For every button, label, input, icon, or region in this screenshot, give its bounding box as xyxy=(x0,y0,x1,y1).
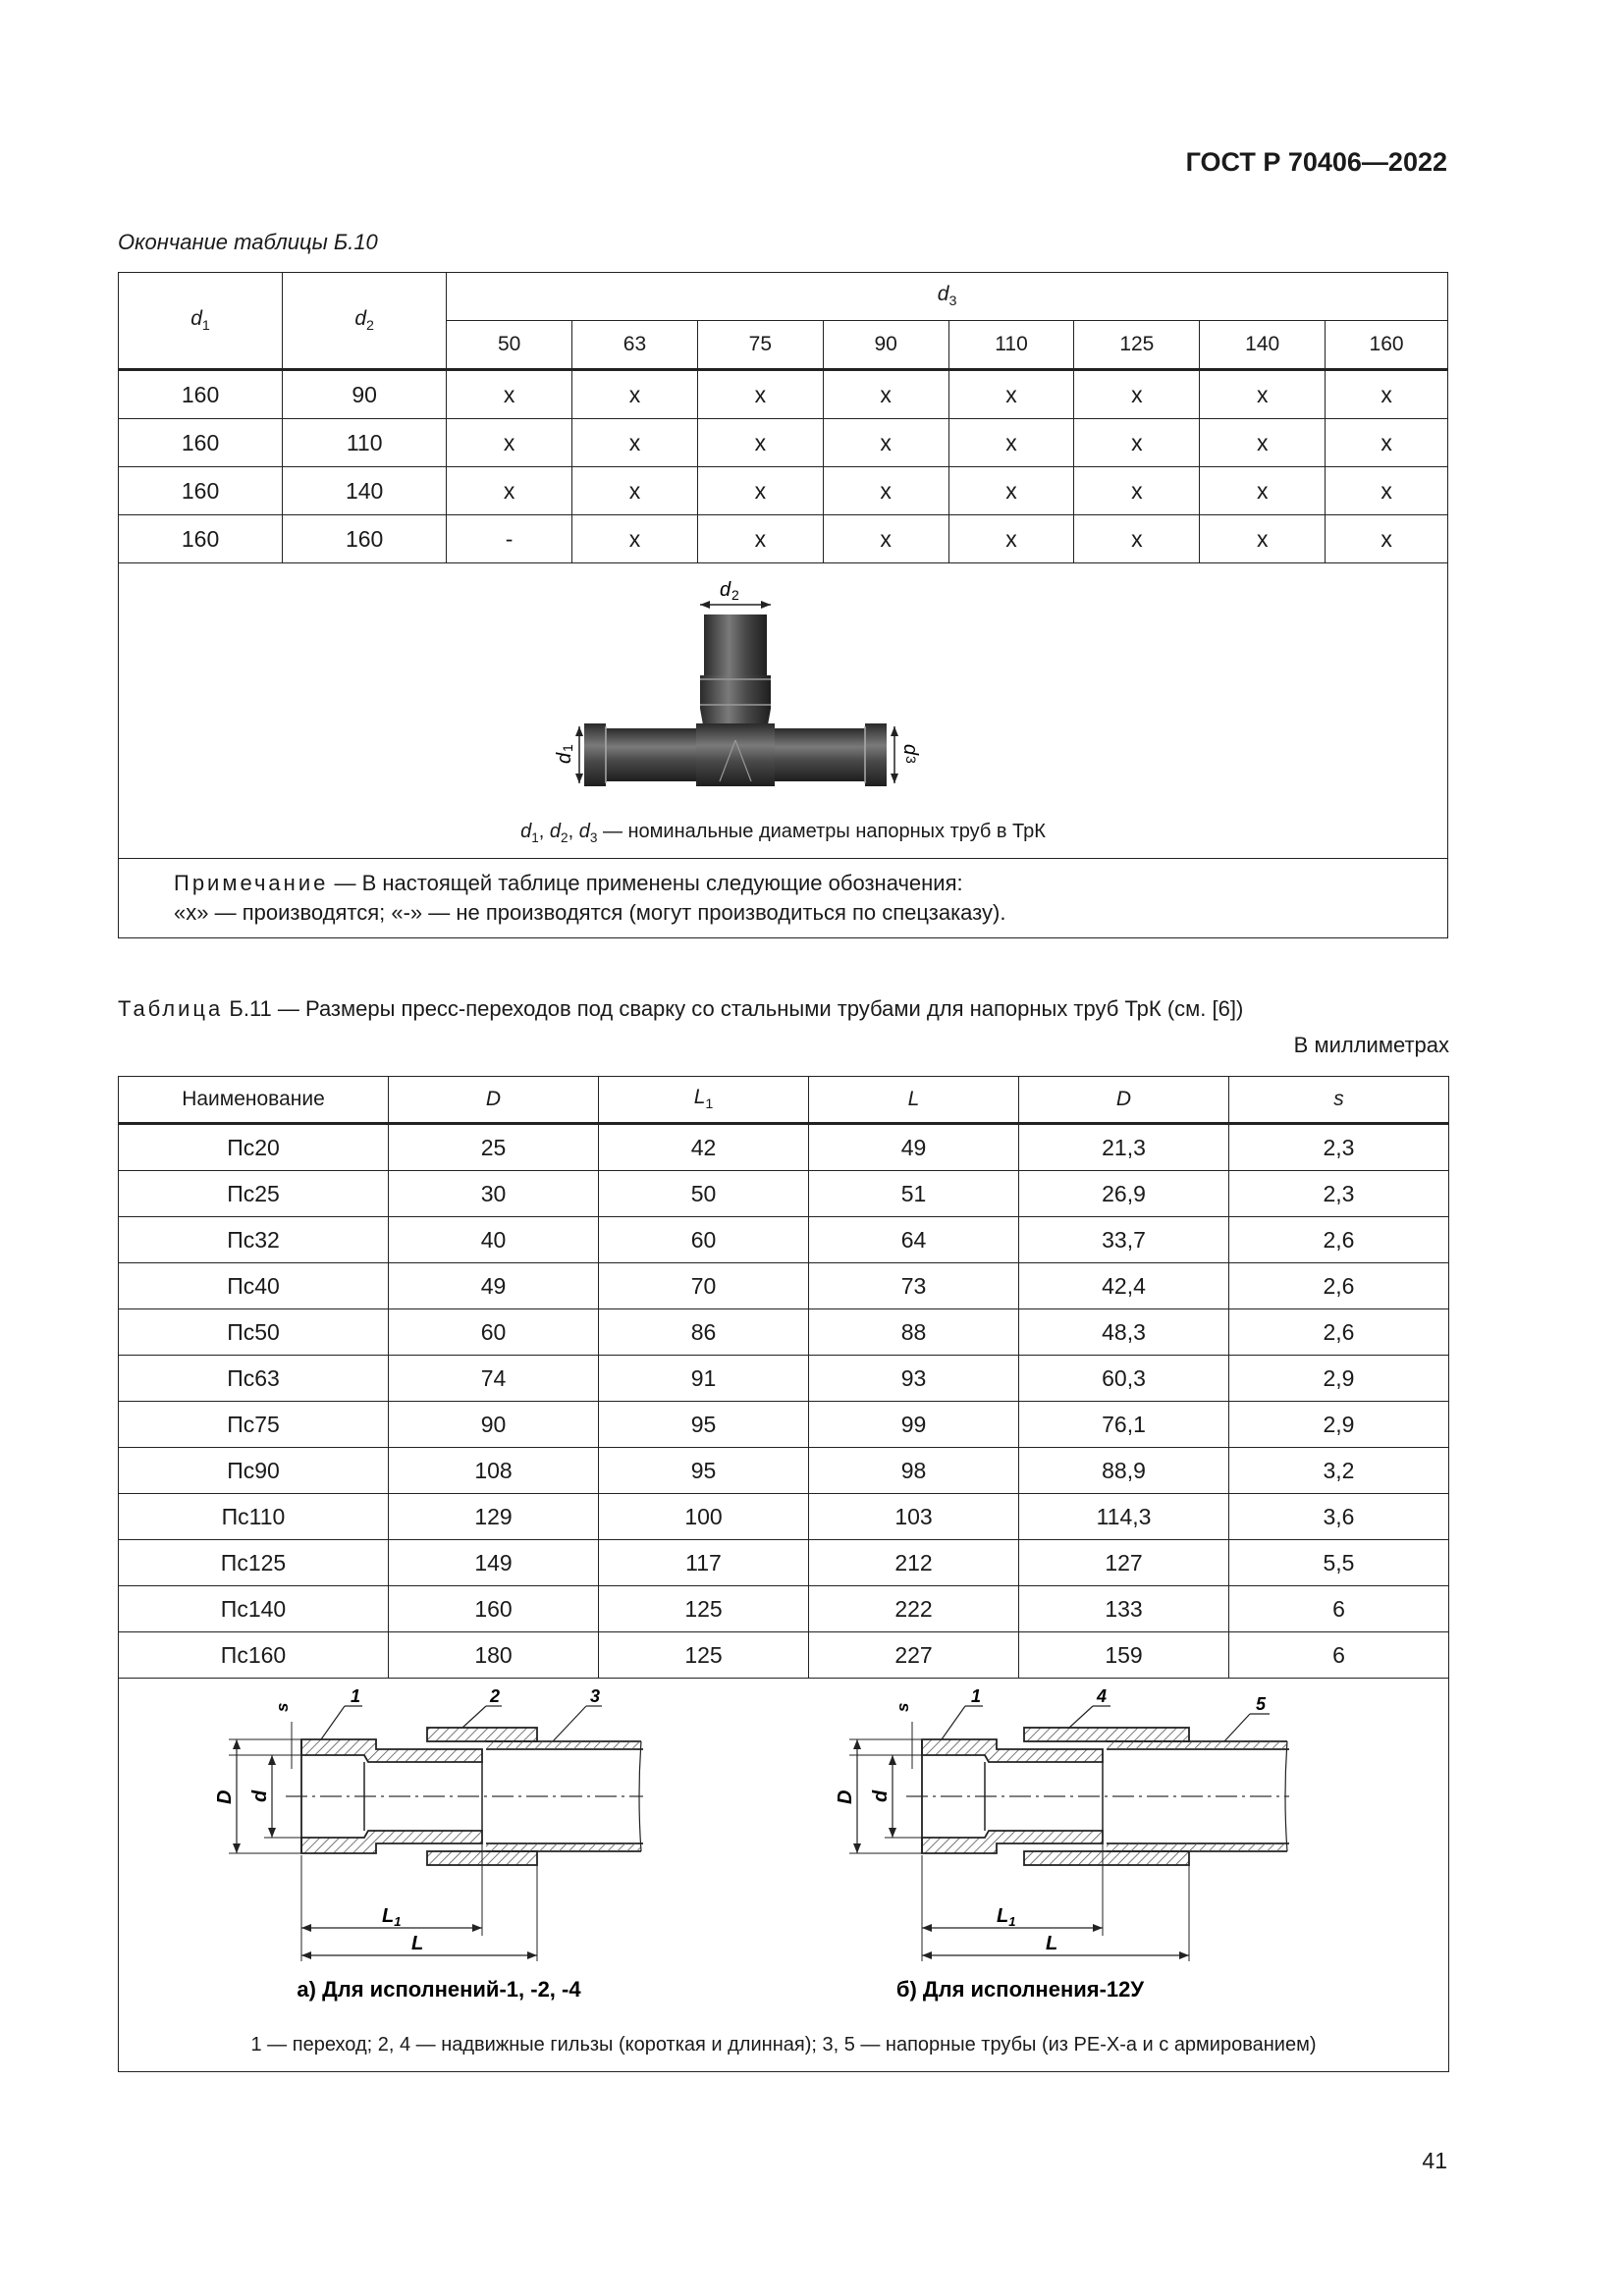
table-row xyxy=(119,1356,1449,1402)
cell-availability: x xyxy=(823,419,948,467)
table-row xyxy=(119,370,1448,419)
cell-availability: x xyxy=(447,467,572,515)
header-d3-value: 90 xyxy=(823,321,948,370)
header-D-outer: D xyxy=(389,1077,599,1124)
d3-label: d xyxy=(899,744,921,756)
table-row xyxy=(119,1309,1449,1356)
table-continuation-caption: Окончание таблицы Б.10 xyxy=(118,230,378,254)
cell-s: 2,3 xyxy=(1229,1171,1449,1217)
table-b11 xyxy=(118,1076,1449,2072)
d2-label: d xyxy=(720,579,731,601)
pos-1-label: 1 xyxy=(351,1686,361,1706)
svg-text:2: 2 xyxy=(731,587,739,603)
cell-availability: x xyxy=(697,515,823,563)
cell-L1: 125 xyxy=(599,1632,809,1679)
cell-D-outer: 74 xyxy=(389,1356,599,1402)
cell-L: 99 xyxy=(809,1402,1019,1448)
cell-d1: 160 xyxy=(119,370,283,419)
cell-availability: x xyxy=(823,515,948,563)
cell-availability: x xyxy=(1074,419,1200,467)
cell-L1: 86 xyxy=(599,1309,809,1356)
cell-name: Пс20 xyxy=(119,1124,389,1171)
table-b10-body xyxy=(119,370,1448,563)
cell-name: Пс125 xyxy=(119,1540,389,1586)
svg-text:3: 3 xyxy=(903,756,919,764)
cell-D-outer: 40 xyxy=(389,1217,599,1263)
tee-fitting-figure xyxy=(119,563,1446,858)
table-row xyxy=(119,1586,1449,1632)
cell-availability: x xyxy=(948,467,1074,515)
table-b11-body xyxy=(119,1124,1449,1679)
table-row xyxy=(119,1402,1449,1448)
cell-availability: x xyxy=(572,515,698,563)
cell-s: 2,3 xyxy=(1229,1124,1449,1171)
cell-availability: x xyxy=(1074,370,1200,419)
table-row xyxy=(119,1171,1449,1217)
table-row xyxy=(119,419,1448,467)
cell-availability: x xyxy=(1326,419,1448,467)
cell-availability: x xyxy=(1200,515,1326,563)
cell-D-steel: 60,3 xyxy=(1019,1356,1229,1402)
cell-name: Пс32 xyxy=(119,1217,389,1263)
d1-label: d xyxy=(554,752,575,764)
cell-availability: x xyxy=(1326,467,1448,515)
cell-availability: x xyxy=(572,467,698,515)
cell-D-outer: 149 xyxy=(389,1540,599,1586)
note-label: Примечание xyxy=(174,871,329,895)
cell-D-steel: 114,3 xyxy=(1019,1494,1229,1540)
cell-availability: x xyxy=(1074,515,1200,563)
cell-availability: x xyxy=(1074,467,1200,515)
cell-D-outer: 160 xyxy=(389,1586,599,1632)
cell-s: 3,2 xyxy=(1229,1448,1449,1494)
d-label: d xyxy=(870,1789,892,1802)
cell-availability: x xyxy=(948,370,1074,419)
cell-L1: 95 xyxy=(599,1448,809,1494)
cell-L: 73 xyxy=(809,1263,1019,1309)
table-b10-note xyxy=(119,859,1448,938)
cell-availability: x xyxy=(447,370,572,419)
press-adapter-figure-cell xyxy=(119,1679,1449,2072)
table-b11-units: В миллиметрах xyxy=(1293,1033,1449,1057)
drawing-a xyxy=(214,1686,643,2002)
cell-D-steel: 133 xyxy=(1019,1586,1229,1632)
table-row xyxy=(119,1217,1449,1263)
cell-D-steel: 88,9 xyxy=(1019,1448,1229,1494)
cell-D-steel: 127 xyxy=(1019,1540,1229,1586)
table-row xyxy=(119,1124,1449,1171)
cell-D-outer: 30 xyxy=(389,1171,599,1217)
cell-L: 227 xyxy=(809,1632,1019,1679)
figure-a-caption: а) Для исполнений-1, -2, -4 xyxy=(297,1977,581,2002)
svg-text:1: 1 xyxy=(560,744,575,752)
cell-D-outer: 25 xyxy=(389,1124,599,1171)
tee-figure-cell xyxy=(119,563,1448,859)
cell-s: 3,6 xyxy=(1229,1494,1449,1540)
cell-L: 212 xyxy=(809,1540,1019,1586)
cell-availability: x xyxy=(697,419,823,467)
cell-d2: 110 xyxy=(283,419,447,467)
cell-L1: 50 xyxy=(599,1171,809,1217)
cell-availability: x xyxy=(948,515,1074,563)
table-row xyxy=(119,1448,1449,1494)
figure-b-caption: б) Для исполнения-12У xyxy=(895,1977,1145,2002)
cell-L: 88 xyxy=(809,1309,1019,1356)
cell-name: Пс140 xyxy=(119,1586,389,1632)
L1-label: $L_1$ xyxy=(382,1905,402,1929)
cell-availability: x xyxy=(1200,419,1326,467)
pos-5-label: 5 xyxy=(1256,1694,1267,1714)
cell-s: 2,6 xyxy=(1229,1217,1449,1263)
cell-s: 2,6 xyxy=(1229,1263,1449,1309)
cell-L: 103 xyxy=(809,1494,1019,1540)
cell-d1: 160 xyxy=(119,515,283,563)
cell-L: 93 xyxy=(809,1356,1019,1402)
cell-name: Пс25 xyxy=(119,1171,389,1217)
cell-name: Пс40 xyxy=(119,1263,389,1309)
cell-d2: 160 xyxy=(283,515,447,563)
cell-availability: x xyxy=(572,370,698,419)
cell-L1: 70 xyxy=(599,1263,809,1309)
D-label: D xyxy=(835,1789,856,1804)
cell-name: Пс63 xyxy=(119,1356,389,1402)
cell-availability: x xyxy=(948,419,1074,467)
cell-availability: x xyxy=(572,419,698,467)
cell-D-steel: 33,7 xyxy=(1019,1217,1229,1263)
cell-D-steel: 42,4 xyxy=(1019,1263,1229,1309)
d-label: d xyxy=(249,1789,271,1802)
cell-L1: 125 xyxy=(599,1586,809,1632)
pos-1-label: 1 xyxy=(971,1686,982,1706)
cell-L1: 91 xyxy=(599,1356,809,1402)
cell-D-steel: 26,9 xyxy=(1019,1171,1229,1217)
cell-s: 2,6 xyxy=(1229,1309,1449,1356)
cell-availability: x xyxy=(1326,370,1448,419)
L1-label: $L_1$ xyxy=(997,1905,1016,1929)
table-row xyxy=(119,1540,1449,1586)
cell-L1: 100 xyxy=(599,1494,809,1540)
table-row xyxy=(119,515,1448,563)
cell-D-outer: 49 xyxy=(389,1263,599,1309)
cell-s: 2,9 xyxy=(1229,1402,1449,1448)
cell-availability: x xyxy=(1326,515,1448,563)
cell-L: 98 xyxy=(809,1448,1019,1494)
cell-availability: x xyxy=(697,467,823,515)
cell-availability: x xyxy=(823,467,948,515)
cell-L: 64 xyxy=(809,1217,1019,1263)
L-label: L xyxy=(1046,1933,1058,1954)
cell-availability: x xyxy=(1200,370,1326,419)
table-row xyxy=(119,467,1448,515)
tee-figure-legend: $d_1$, $d_2$, $d_3$ — номинальные диаметры напорных труб в ТрК xyxy=(520,821,1046,845)
cell-name: Пс75 xyxy=(119,1402,389,1448)
cell-availability: x xyxy=(823,370,948,419)
cell-availability: - xyxy=(447,515,572,563)
note-line2: «х» — производятся; «-» — не производятся (могут производиться по спецзаказу). xyxy=(174,900,1006,925)
cell-D-outer: 60 xyxy=(389,1309,599,1356)
document-code: ГОСТ Р 70406—2022 xyxy=(1185,147,1447,177)
cell-availability: x xyxy=(697,370,823,419)
s-label: s xyxy=(273,1702,292,1712)
cell-D-steel: 21,3 xyxy=(1019,1124,1229,1171)
cell-name: Пс50 xyxy=(119,1309,389,1356)
header-d3-value: 160 xyxy=(1326,321,1448,370)
L-label: L xyxy=(411,1933,424,1954)
cell-L1: 42 xyxy=(599,1124,809,1171)
page-number: 41 xyxy=(1422,2148,1447,2173)
header-name: Наименование xyxy=(119,1077,389,1124)
cell-availability: x xyxy=(447,419,572,467)
cell-L1: 95 xyxy=(599,1402,809,1448)
header-d3-value: 125 xyxy=(1074,321,1200,370)
cell-d2: 90 xyxy=(283,370,447,419)
cell-L: 51 xyxy=(809,1171,1019,1217)
table-row xyxy=(119,1632,1449,1679)
header-d3-value: 140 xyxy=(1200,321,1326,370)
cell-D-steel: 48,3 xyxy=(1019,1309,1229,1356)
cell-d2: 140 xyxy=(283,467,447,515)
cell-s: 6 xyxy=(1229,1586,1449,1632)
cell-L1: 60 xyxy=(599,1217,809,1263)
D-label: D xyxy=(214,1789,236,1804)
pos-2-label: 2 xyxy=(490,1686,501,1706)
cell-D-outer: 129 xyxy=(389,1494,599,1540)
cell-s: 6 xyxy=(1229,1632,1449,1679)
header-d3-value: 63 xyxy=(572,321,698,370)
cell-L1: 117 xyxy=(599,1540,809,1586)
cell-D-outer: 108 xyxy=(389,1448,599,1494)
header-L: L xyxy=(809,1077,1019,1124)
cell-D-steel: 76,1 xyxy=(1019,1402,1229,1448)
cell-D-steel: 159 xyxy=(1019,1632,1229,1679)
cell-d1: 160 xyxy=(119,419,283,467)
header-d3-value: 50 xyxy=(447,321,572,370)
cell-name: Пс110 xyxy=(119,1494,389,1540)
cell-name: Пс90 xyxy=(119,1448,389,1494)
header-s: s xyxy=(1229,1077,1449,1124)
cell-D-outer: 90 xyxy=(389,1402,599,1448)
table-b11-caption: Таблица Б.11 — Размеры пресс-переходов под сварку со стальными трубами для напорных труб ТрК (см. [6]) xyxy=(118,996,1244,1021)
press-adapter-drawings xyxy=(119,1679,1446,2071)
cell-L: 49 xyxy=(809,1124,1019,1171)
cell-availability: x xyxy=(1200,467,1326,515)
cell-d1: 160 xyxy=(119,467,283,515)
cell-D-outer: 180 xyxy=(389,1632,599,1679)
cell-L: 222 xyxy=(809,1586,1019,1632)
header-d3-value: 75 xyxy=(697,321,823,370)
pos-3-label: 3 xyxy=(590,1686,601,1706)
header-D-steel: D xyxy=(1019,1077,1229,1124)
table-row xyxy=(119,1494,1449,1540)
cell-name: Пс160 xyxy=(119,1632,389,1679)
pos-4-label: 4 xyxy=(1097,1686,1108,1706)
s-label: s xyxy=(893,1702,912,1712)
table-row xyxy=(119,1263,1449,1309)
cell-s: 5,5 xyxy=(1229,1540,1449,1586)
press-adapter-legend: 1 — переход; 2, 4 — надвижные гильзы (короткая и длинная); 3, 5 — напорные трубы (из PE-X-a и с армированием) xyxy=(250,2034,1317,2056)
header-L1: $L_1$ xyxy=(599,1077,809,1124)
header-d3: $d_3$ xyxy=(447,273,1448,321)
header-d1: $d_1$ xyxy=(119,273,283,370)
header-d2: $d_2$ xyxy=(283,273,447,370)
note-line1: — В настоящей таблице применены следующие обозначения: xyxy=(334,871,963,895)
table-b10 xyxy=(118,272,1448,938)
cell-s: 2,9 xyxy=(1229,1356,1449,1402)
header-d3-value: 110 xyxy=(948,321,1074,370)
drawing-b xyxy=(835,1686,1289,2002)
